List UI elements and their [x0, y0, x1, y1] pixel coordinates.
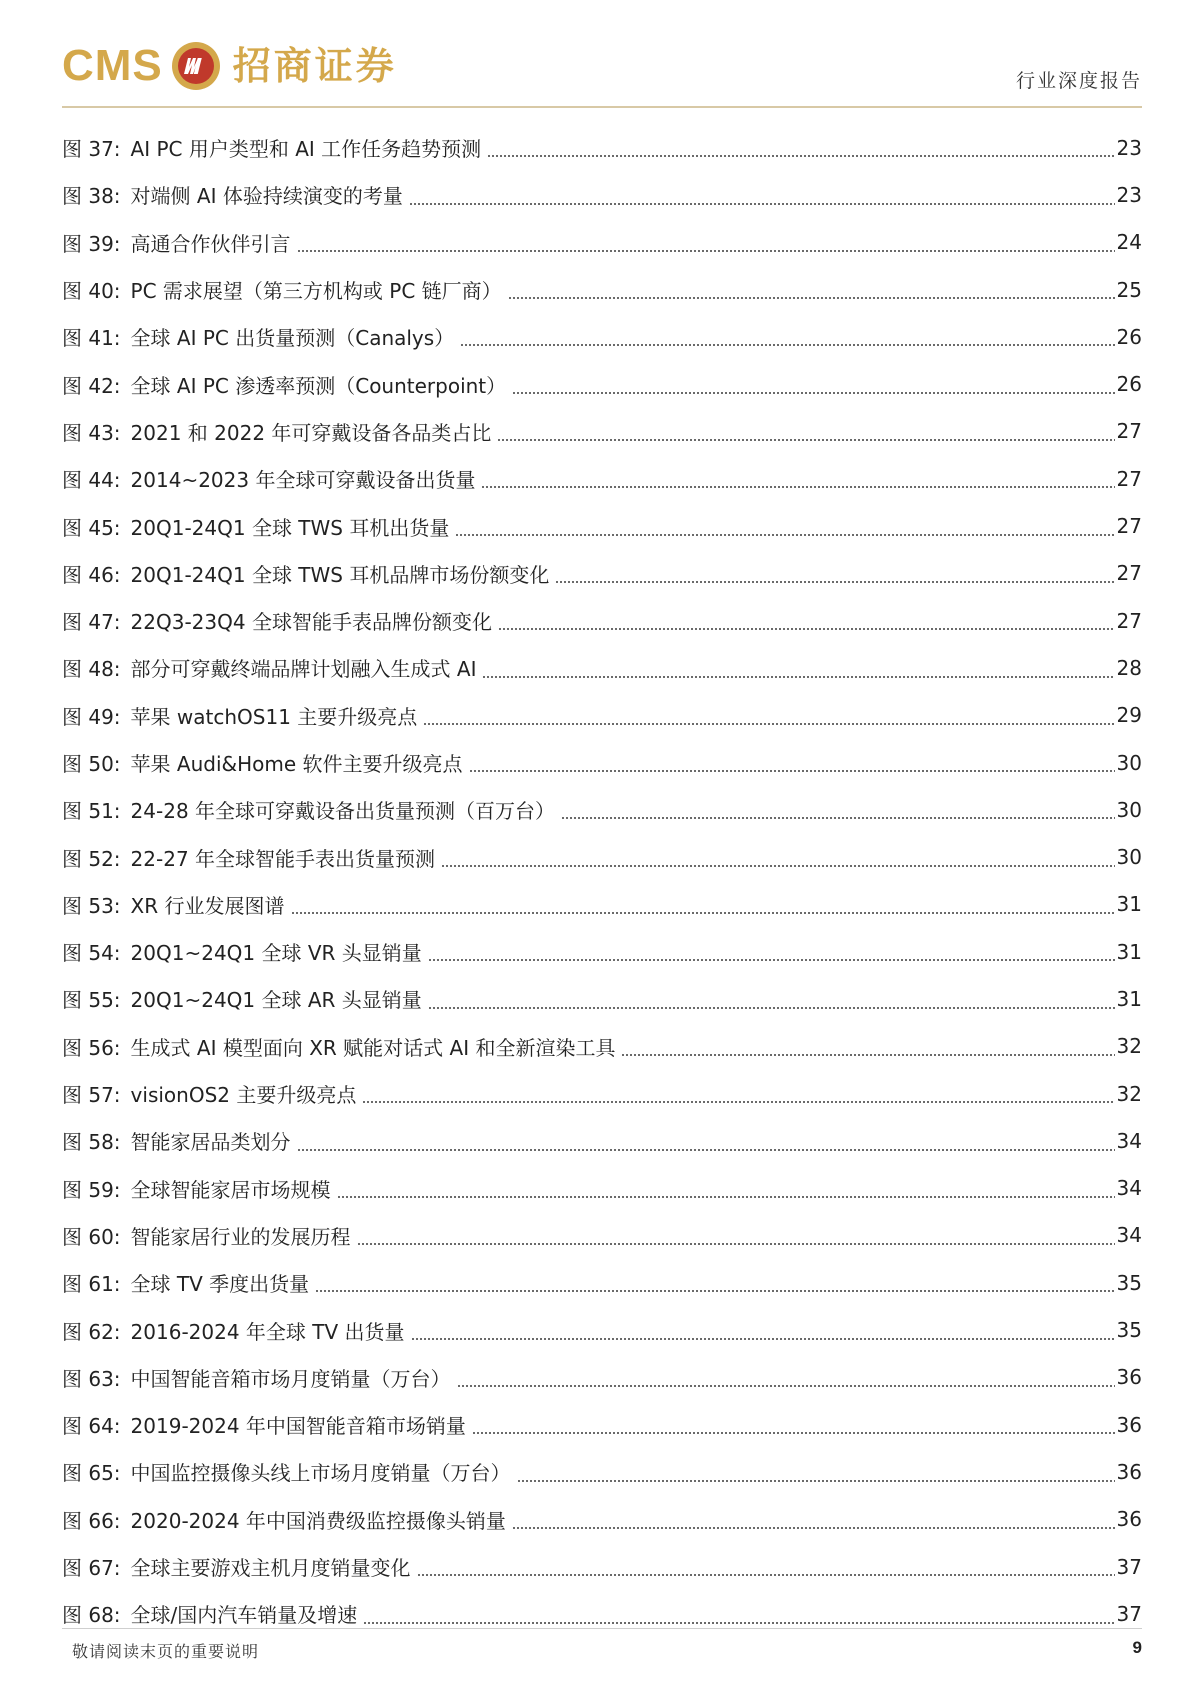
- toc-entry-title: XR 行业发展图谱: [130, 893, 285, 918]
- toc-entry-page: 32: [1116, 1081, 1142, 1106]
- toc-entry-label: 图 60:: [62, 1224, 121, 1249]
- toc-dot-leader: [497, 439, 1114, 441]
- toc-entry-label: 图 45:: [62, 515, 121, 540]
- page-number: 9: [1132, 1638, 1142, 1657]
- toc-entry[interactable]: [62, 739, 1142, 786]
- toc-entry-label: 图 39:: [62, 231, 121, 256]
- toc-entry-title: 智能家居行业的发展历程: [130, 1224, 351, 1249]
- header-divider: [62, 106, 1142, 108]
- toc-entry-page: 26: [1116, 324, 1142, 349]
- toc-entry-page: 32: [1116, 1034, 1142, 1059]
- toc-dot-leader: [512, 392, 1114, 394]
- toc-entry-page: 30: [1116, 797, 1142, 822]
- logo-latin-text: CMS: [62, 41, 163, 90]
- toc-entry[interactable]: [62, 881, 1142, 928]
- toc-entry-page: 36: [1116, 1412, 1142, 1437]
- toc-entry[interactable]: [62, 550, 1142, 597]
- toc-entry-page: 26: [1116, 372, 1142, 397]
- footer-divider: [62, 1628, 1142, 1629]
- toc-entry[interactable]: [62, 455, 1142, 502]
- toc-entry-title: 智能家居品类划分: [130, 1130, 291, 1155]
- toc-entry-title: 全球智能家居市场规模: [130, 1177, 331, 1202]
- toc-dot-leader: [469, 770, 1115, 772]
- toc-dot-leader: [417, 1574, 1115, 1576]
- toc-entry-page: 27: [1116, 608, 1142, 633]
- toc-entry-page: 31: [1116, 986, 1142, 1011]
- toc-dot-leader: [457, 1385, 1115, 1387]
- toc-entry-page: 35: [1116, 1318, 1142, 1343]
- toc-entry-title: 20Q1-24Q1 全球 TWS 耳机出货量: [130, 515, 450, 540]
- toc-entry-page: 24: [1116, 230, 1142, 255]
- toc-dot-leader: [487, 155, 1114, 157]
- toc-entry-page: 30: [1116, 750, 1142, 775]
- toc-entry-title: 20Q1-24Q1 全球 TWS 耳机品牌市场份额变化: [130, 562, 550, 587]
- toc-entry-page: 30: [1116, 845, 1142, 870]
- toc-entry-page: 37: [1116, 1601, 1142, 1626]
- toc-entry-title: 20Q1~24Q1 全球 VR 头显销量: [130, 941, 422, 966]
- toc-entry-page: 34: [1116, 1176, 1142, 1201]
- report-type-label: 行业深度报告: [1015, 70, 1142, 92]
- toc-entry-title: 全球/国内汽车销量及增速: [130, 1603, 358, 1628]
- toc-entry-title: 24-28 年全球可穿戴设备出货量预测（百万台）: [130, 799, 556, 824]
- toc-entry-label: 图 67:: [62, 1556, 121, 1581]
- toc-entry-title: 2016-2024 年全球 TV 出货量: [130, 1319, 405, 1344]
- toc-entry-label: 图 58:: [62, 1130, 121, 1155]
- cms-logo: [62, 40, 397, 92]
- toc-entry[interactable]: [62, 833, 1142, 880]
- toc-entry[interactable]: [62, 1212, 1142, 1259]
- toc-entry[interactable]: [62, 1401, 1142, 1448]
- toc-dot-leader: [291, 912, 1115, 914]
- cms-emblem-icon: [171, 41, 221, 91]
- toc-entry-title: 对端侧 AI 体验持续演变的考量: [130, 184, 403, 209]
- toc-entry-title: 部分可穿戴终端品牌计划融入生成式 AI: [130, 657, 477, 682]
- toc-entry-page: 35: [1116, 1270, 1142, 1295]
- toc-dot-leader: [555, 581, 1114, 583]
- toc-entry-label: 图 68:: [62, 1603, 121, 1628]
- toc-entry-label: 图 66:: [62, 1508, 121, 1533]
- toc-entry[interactable]: [62, 786, 1142, 833]
- toc-entry[interactable]: [62, 1448, 1142, 1495]
- toc-entry-label: 图 55:: [62, 988, 121, 1013]
- toc-entry-label: 图 43:: [62, 420, 121, 445]
- toc-entry-title: visionOS2 主要升级亮点: [130, 1083, 357, 1108]
- toc-entry-page: 31: [1116, 892, 1142, 917]
- toc-entry[interactable]: [62, 975, 1142, 1022]
- toc-entry-page: 23: [1116, 135, 1142, 160]
- toc-dot-leader: [498, 628, 1115, 630]
- toc-entry[interactable]: [62, 360, 1142, 407]
- toc-entry-page: 28: [1116, 655, 1142, 680]
- toc-entry-page: 25: [1116, 277, 1142, 302]
- toc-dot-leader: [315, 1290, 1114, 1292]
- toc-entry-page: 31: [1116, 939, 1142, 964]
- toc-entry-title: 20Q1~24Q1 全球 AR 头显销量: [130, 988, 422, 1013]
- figure-index-list: [62, 124, 1142, 1638]
- toc-entry[interactable]: [62, 313, 1142, 360]
- toc-entry-title: 2019-2024 年中国智能音箱市场销量: [130, 1414, 466, 1439]
- toc-entry-label: 图 62:: [62, 1319, 121, 1344]
- toc-entry-label: 图 37:: [62, 137, 121, 162]
- toc-entry-label: 图 41:: [62, 326, 121, 351]
- toc-dot-leader: [337, 1196, 1115, 1198]
- toc-dot-leader: [441, 865, 1115, 867]
- toc-entry[interactable]: [62, 597, 1142, 644]
- toc-entry-page: 34: [1116, 1223, 1142, 1248]
- toc-entry[interactable]: [62, 644, 1142, 691]
- toc-entry[interactable]: [62, 1117, 1142, 1164]
- toc-entry[interactable]: [62, 408, 1142, 455]
- toc-entry[interactable]: [62, 1023, 1142, 1070]
- toc-entry[interactable]: [62, 266, 1142, 313]
- toc-entry-title: 中国监控摄像头线上市场月度销量（万台）: [130, 1461, 511, 1486]
- toc-entry-label: 图 59:: [62, 1177, 121, 1202]
- toc-entry-label: 图 46:: [62, 562, 121, 587]
- toc-entry[interactable]: [62, 692, 1142, 739]
- toc-entry-page: 36: [1116, 1365, 1142, 1390]
- toc-entry-page: 36: [1116, 1507, 1142, 1532]
- toc-entry-title: 全球主要游戏主机月度销量变化: [130, 1556, 411, 1581]
- footer-disclaimer: 敬请阅读末页的重要说明: [72, 1642, 260, 1661]
- toc-entry-page: 27: [1116, 514, 1142, 539]
- toc-entry-title: 全球 AI PC 出货量预测（Canalys）: [130, 326, 455, 351]
- toc-dot-leader: [472, 1432, 1115, 1434]
- toc-dot-leader: [455, 534, 1114, 536]
- toc-entry-title: 高通合作伙伴引言: [130, 231, 291, 256]
- toc-entry[interactable]: [62, 124, 1142, 171]
- toc-entry-title: 苹果 Audi&Home 软件主要升级亮点: [130, 752, 463, 776]
- toc-entry-label: 图 54:: [62, 941, 121, 966]
- toc-entry-label: 图 50:: [62, 752, 121, 776]
- toc-entry-page: 29: [1116, 703, 1142, 728]
- toc-entry-label: 图 42:: [62, 373, 121, 398]
- toc-entry[interactable]: [62, 502, 1142, 549]
- toc-entry-title: 中国智能音箱市场月度销量（万台）: [130, 1366, 451, 1391]
- toc-entry-label: 图 38:: [62, 184, 121, 209]
- toc-entry-title: 2021 和 2022 年可穿戴设备各品类占比: [130, 420, 492, 445]
- toc-dot-leader: [409, 203, 1115, 205]
- toc-entry-title: 苹果 watchOS11 主要升级亮点: [130, 704, 418, 729]
- toc-dot-leader: [508, 297, 1115, 299]
- toc-entry-label: 图 56:: [62, 1035, 121, 1060]
- toc-entry[interactable]: [62, 1306, 1142, 1353]
- toc-dot-leader: [297, 1149, 1115, 1151]
- toc-entry-page: 37: [1116, 1554, 1142, 1579]
- logo-chinese-text: 招商证券: [232, 43, 397, 88]
- toc-entry[interactable]: [62, 1496, 1142, 1543]
- toc-entry[interactable]: [62, 219, 1142, 266]
- toc-dot-leader: [561, 817, 1115, 819]
- toc-dot-leader: [297, 250, 1115, 252]
- toc-entry-label: 图 49:: [62, 704, 121, 729]
- toc-entry[interactable]: [62, 1543, 1142, 1590]
- toc-dot-leader: [357, 1243, 1115, 1245]
- toc-dot-leader: [517, 1480, 1115, 1482]
- toc-dot-leader: [482, 676, 1114, 678]
- toc-dot-leader: [362, 1101, 1114, 1103]
- toc-entry-title: AI PC 用户类型和 AI 工作任务趋势预测: [130, 137, 482, 162]
- toc-entry-page: 34: [1116, 1128, 1142, 1153]
- toc-entry-title: 全球 AI PC 渗透率预测（Counterpoint）: [130, 373, 507, 398]
- toc-dot-leader: [411, 1338, 1115, 1340]
- toc-entry-title: 22Q3-23Q4 全球智能手表品牌份额变化: [130, 610, 492, 635]
- toc-entry-label: 图 47:: [62, 610, 121, 635]
- toc-entry-title: 2014~2023 年全球可穿戴设备出货量: [130, 468, 476, 493]
- toc-entry-title: 生成式 AI 模型面向 XR 赋能对话式 AI 和全新渲染工具: [130, 1035, 616, 1060]
- toc-dot-leader: [428, 1007, 1115, 1009]
- toc-entry[interactable]: [62, 1590, 1142, 1637]
- toc-entry-label: 图 61:: [62, 1272, 121, 1297]
- toc-entry[interactable]: [62, 171, 1142, 218]
- toc-dot-leader: [512, 1527, 1115, 1529]
- toc-entry-title: 全球 TV 季度出货量: [130, 1272, 310, 1297]
- toc-dot-leader: [621, 1054, 1114, 1056]
- toc-entry-label: 图 53:: [62, 893, 121, 918]
- toc-dot-leader: [428, 959, 1115, 961]
- toc-entry[interactable]: [62, 1259, 1142, 1306]
- toc-entry-title: 2020-2024 年中国消费级监控摄像头销量: [130, 1508, 506, 1533]
- toc-dot-leader: [423, 723, 1114, 725]
- toc-dot-leader: [363, 1622, 1114, 1624]
- toc-entry[interactable]: [62, 1165, 1142, 1212]
- toc-entry-label: 图 48:: [62, 657, 121, 682]
- toc-entry[interactable]: [62, 928, 1142, 975]
- toc-entry-label: 图 52:: [62, 846, 121, 871]
- toc-entry-page: 27: [1116, 466, 1142, 491]
- toc-entry-page: 27: [1116, 419, 1142, 444]
- toc-entry-label: 图 40:: [62, 279, 121, 304]
- toc-entry-label: 图 57:: [62, 1083, 121, 1108]
- toc-entry-page: 23: [1116, 182, 1142, 207]
- toc-entry[interactable]: [62, 1354, 1142, 1401]
- toc-entry-page: 27: [1116, 561, 1142, 586]
- toc-entry[interactable]: [62, 1070, 1142, 1117]
- toc-entry-title: PC 需求展望（第三方机构或 PC 链厂商）: [130, 279, 502, 304]
- toc-entry-label: 图 65:: [62, 1461, 121, 1486]
- toc-dot-leader: [460, 344, 1114, 346]
- page-header: [0, 0, 1200, 112]
- toc-entry-page: 36: [1116, 1459, 1142, 1484]
- toc-entry-label: 图 44:: [62, 468, 121, 493]
- toc-entry-label: 图 51:: [62, 799, 121, 824]
- toc-entry-title: 22-27 年全球智能手表出货量预测: [130, 846, 436, 871]
- toc-dot-leader: [481, 486, 1114, 488]
- toc-entry-label: 图 63:: [62, 1366, 121, 1391]
- toc-entry-label: 图 64:: [62, 1414, 121, 1439]
